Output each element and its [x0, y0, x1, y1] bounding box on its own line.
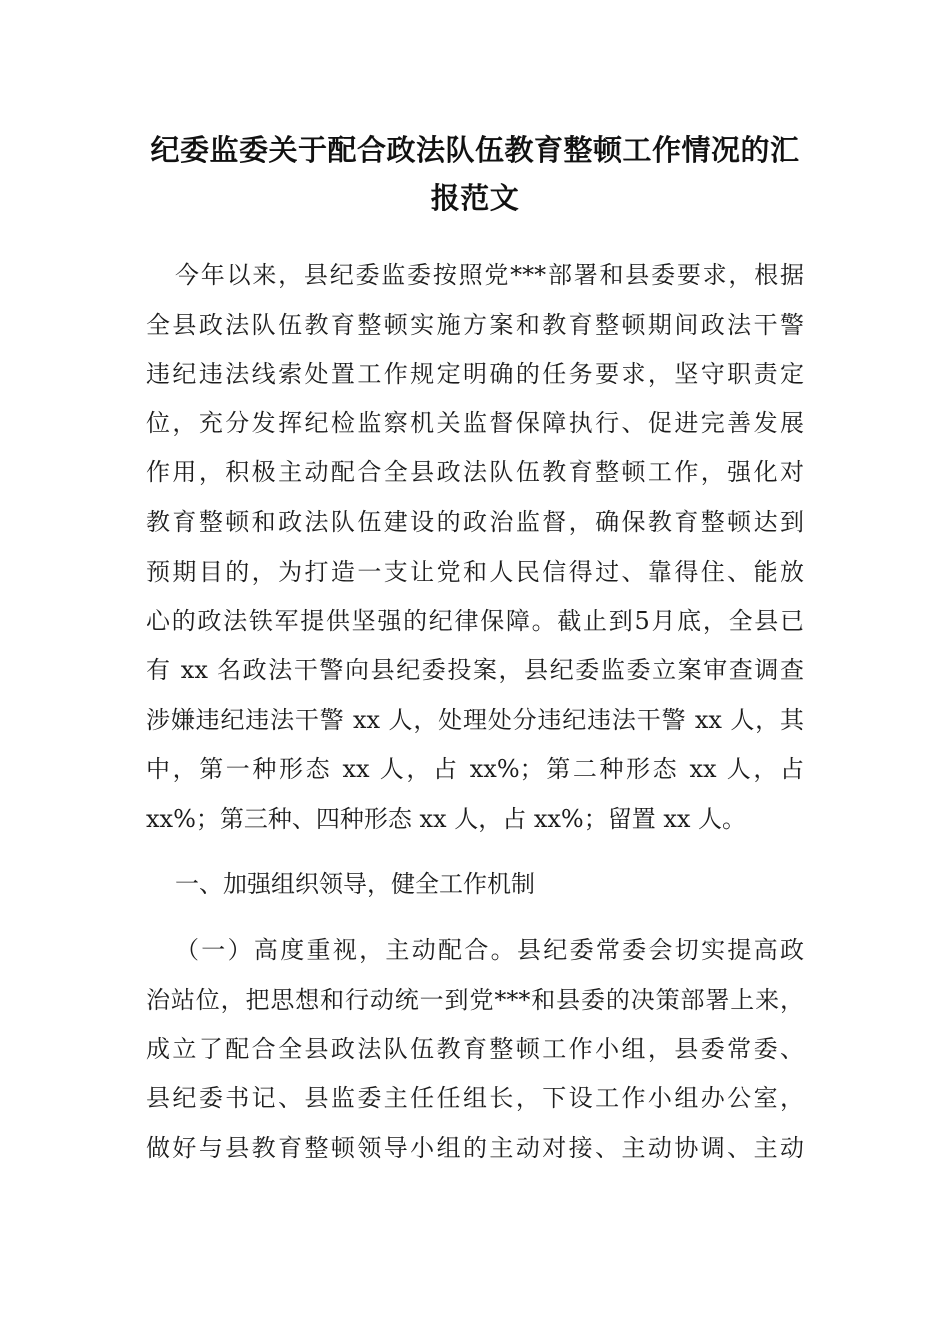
paragraph-1-line-2: 全县政法队伍教育整顿实施方案和教育整顿期间政法干警 [146, 311, 804, 339]
paragraph-1-line-7: 预期目的，为打造一支让党和人民信得过、靠得住、能放 [146, 558, 804, 586]
document-title-line-1: 纪委监委关于配合政法队伍教育整顿工作情况的汇 [150, 133, 800, 167]
section-1-heading: 一、加强组织领导，健全工作机制 [175, 870, 535, 898]
paragraph-1-line-9: 有 xx 名政法干警向县纪委投案，县纪委监委立案审查调查 [146, 656, 804, 684]
paragraph-2-line-2: 治站位，把思想和行动统一到党***和县委的决策部署上来， [146, 986, 804, 1014]
paragraph-1-line-3: 违纪违法线索处置工作规定明确的任务要求，坚守职责定 [146, 360, 804, 388]
paragraph-1-line-11: 中，第一种形态 xx 人，占 xx%；第二种形态 xx 人，占 [146, 755, 804, 783]
paragraph-1-line-12: xx%；第三种、四种形态 xx 人，占 xx%；留置 xx 人。 [146, 805, 747, 833]
paragraph-2-line-1: （一）高度重视，主动配合。县纪委常委会切实提高政 [175, 936, 804, 964]
paragraph-1-line-6: 教育整顿和政法队伍建设的政治监督，确保教育整顿达到 [146, 508, 804, 536]
document-title-line-2: 报范文 [430, 181, 520, 215]
paragraph-1-line-10: 涉嫌违纪违法干警 xx 人，处理处分违纪违法干警 xx 人，其 [146, 706, 804, 734]
paragraph-2-line-5: 做好与县教育整顿领导小组的主动对接、主动协调、主动 [146, 1134, 804, 1162]
paragraph-1-line-5: 作用，积极主动配合全县政法队伍教育整顿工作，强化对 [146, 458, 804, 486]
paragraph-1-line-1: 今年以来，县纪委监委按照党***部署和县委要求，根据 [175, 261, 804, 289]
paragraph-2-line-3: 成立了配合全县政法队伍教育整顿工作小组，县委常委、 [146, 1035, 804, 1063]
paragraph-2-line-4: 县纪委书记、县监委主任任组长，下设工作小组办公室， [146, 1084, 804, 1112]
paragraph-1-line-8: 心的政法铁军提供坚强的纪律保障。截止到5月底，全县已 [146, 607, 804, 635]
paragraph-1-line-4: 位，充分发挥纪检监察机关监督保障执行、促进完善发展 [146, 409, 804, 437]
